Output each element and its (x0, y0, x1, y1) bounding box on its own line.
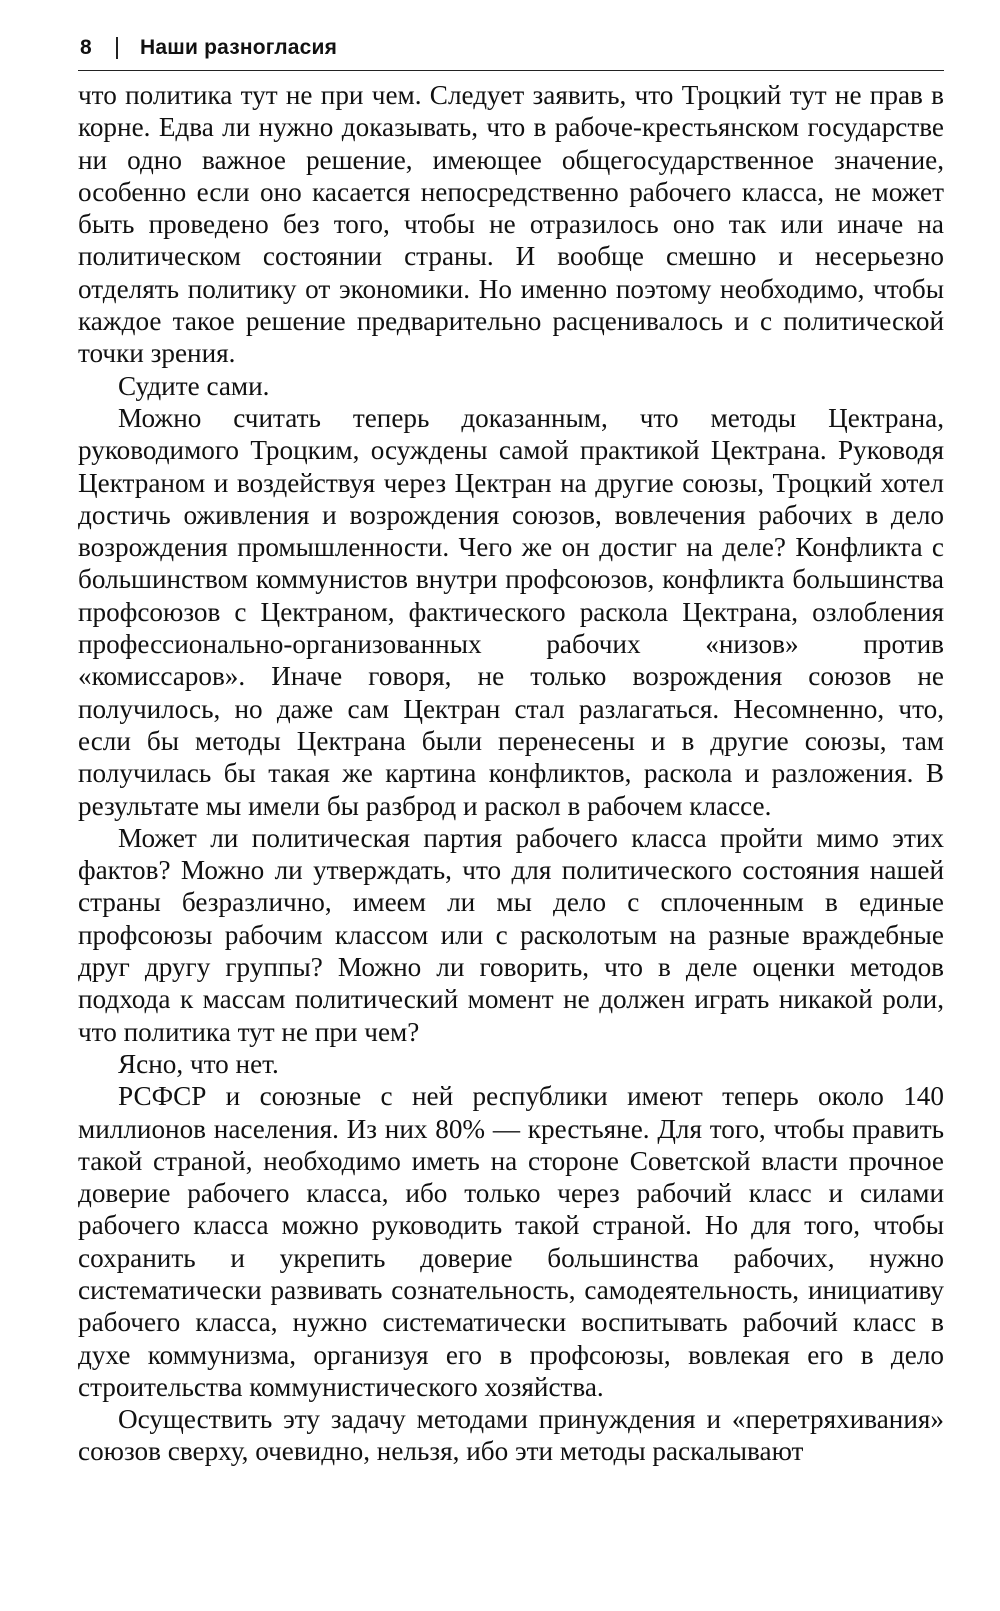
paragraph: Ясно, что нет. (118, 1048, 279, 1079)
paragraph: Осуществить эту задачу методами принуждения и «перетряхивания» союзов сверху, очевидно, нельзя, ибо эти методы раскалывают (78, 1404, 944, 1467)
paragraph: Судите сами. (118, 370, 270, 401)
page-number: 8 (80, 36, 92, 59)
body-text (78, 79, 944, 1468)
running-title: Наши разногласия (140, 36, 338, 59)
paragraph: Может ли политическая партия рабочего класса пройти мимо этих фактов? Можно ли утверждать, что для политического состояния нашей страны безразлично, имеем ли мы дело с сплоченным в единые профсоюзы рабочим классом или с расколотым на разные враждебные друг другу группы? Можно ли говорить, что в деле оценки методов подхода к массам политический момент не должен играть никакой роли, что политика тут не при чем? (78, 822, 944, 1047)
header-separator (116, 37, 118, 59)
running-head (78, 28, 944, 71)
book-page (78, 28, 944, 1468)
paragraph: Можно считать теперь доказанным, что методы Цектрана, руководимого Троцким, осуждены самой практикой Цектрана. Руководя Цектраном и воздействуя через Цектран на другие союзы, Троцкий хотел достичь оживления и возрождения союзов, вовлечения рабочих в дело возрождения промышленности. Чего же он достиг на деле? Конфликта с большинством коммунистов внутри профсоюзов, конфликта большинства профсоюзов с Цектраном, фактического раскола Цектрана, озлобления профессионально-организованных рабочих «низов» против «комиссаров». Иначе говоря, не только возрождения союзов не получилось, но даже сам Цектран стал разлагаться. Несомненно, что, если бы методы Цектрана были перенесены и в другие союзы, там получилась бы такая же картина конфликтов, раскола и разложения. В результате мы имели бы разброд и раскол в рабочем классе. (78, 402, 944, 821)
paragraph-continuation: что политика тут не при чем. Следует заявить, что Троцкий тут не прав в корне. Едва ли нужно доказывать, что в рабоче-крестьянском государстве ни одно важное решение, имеющее общегосударственное значение, особенно если оно касается непосредственно рабочего класса, не может быть проведено без того, чтобы не отразилось оно так или иначе на политическом состоянии страны. И вообще смешно и несерьезно отделять политику от экономики. Но именно поэтому необходимо, чтобы каждое такое решение предварительно расценивалось и с политической точки зрения. (78, 80, 944, 369)
paragraph: РСФСР и союзные с ней республики имеют теперь около 140 миллионов населения. Из них 80% — крестьяне. Для того, чтобы править такой страной, необходимо иметь на стороне Советской власти прочное доверие рабочего класса, ибо только через рабочий класс и силами рабочего класса можно руководить такой страной. Но для того, чтобы сохранить и укрепить доверие большинства рабочих, нужно систематически развивать сознательность, самодеятельность, инициативу рабочего класса, нужно систематически воспитывать рабочий класс в духе коммунизма, организуя его в профсоюзы, вовлекая его в дело строительства коммунистического хозяйства. (78, 1081, 944, 1402)
